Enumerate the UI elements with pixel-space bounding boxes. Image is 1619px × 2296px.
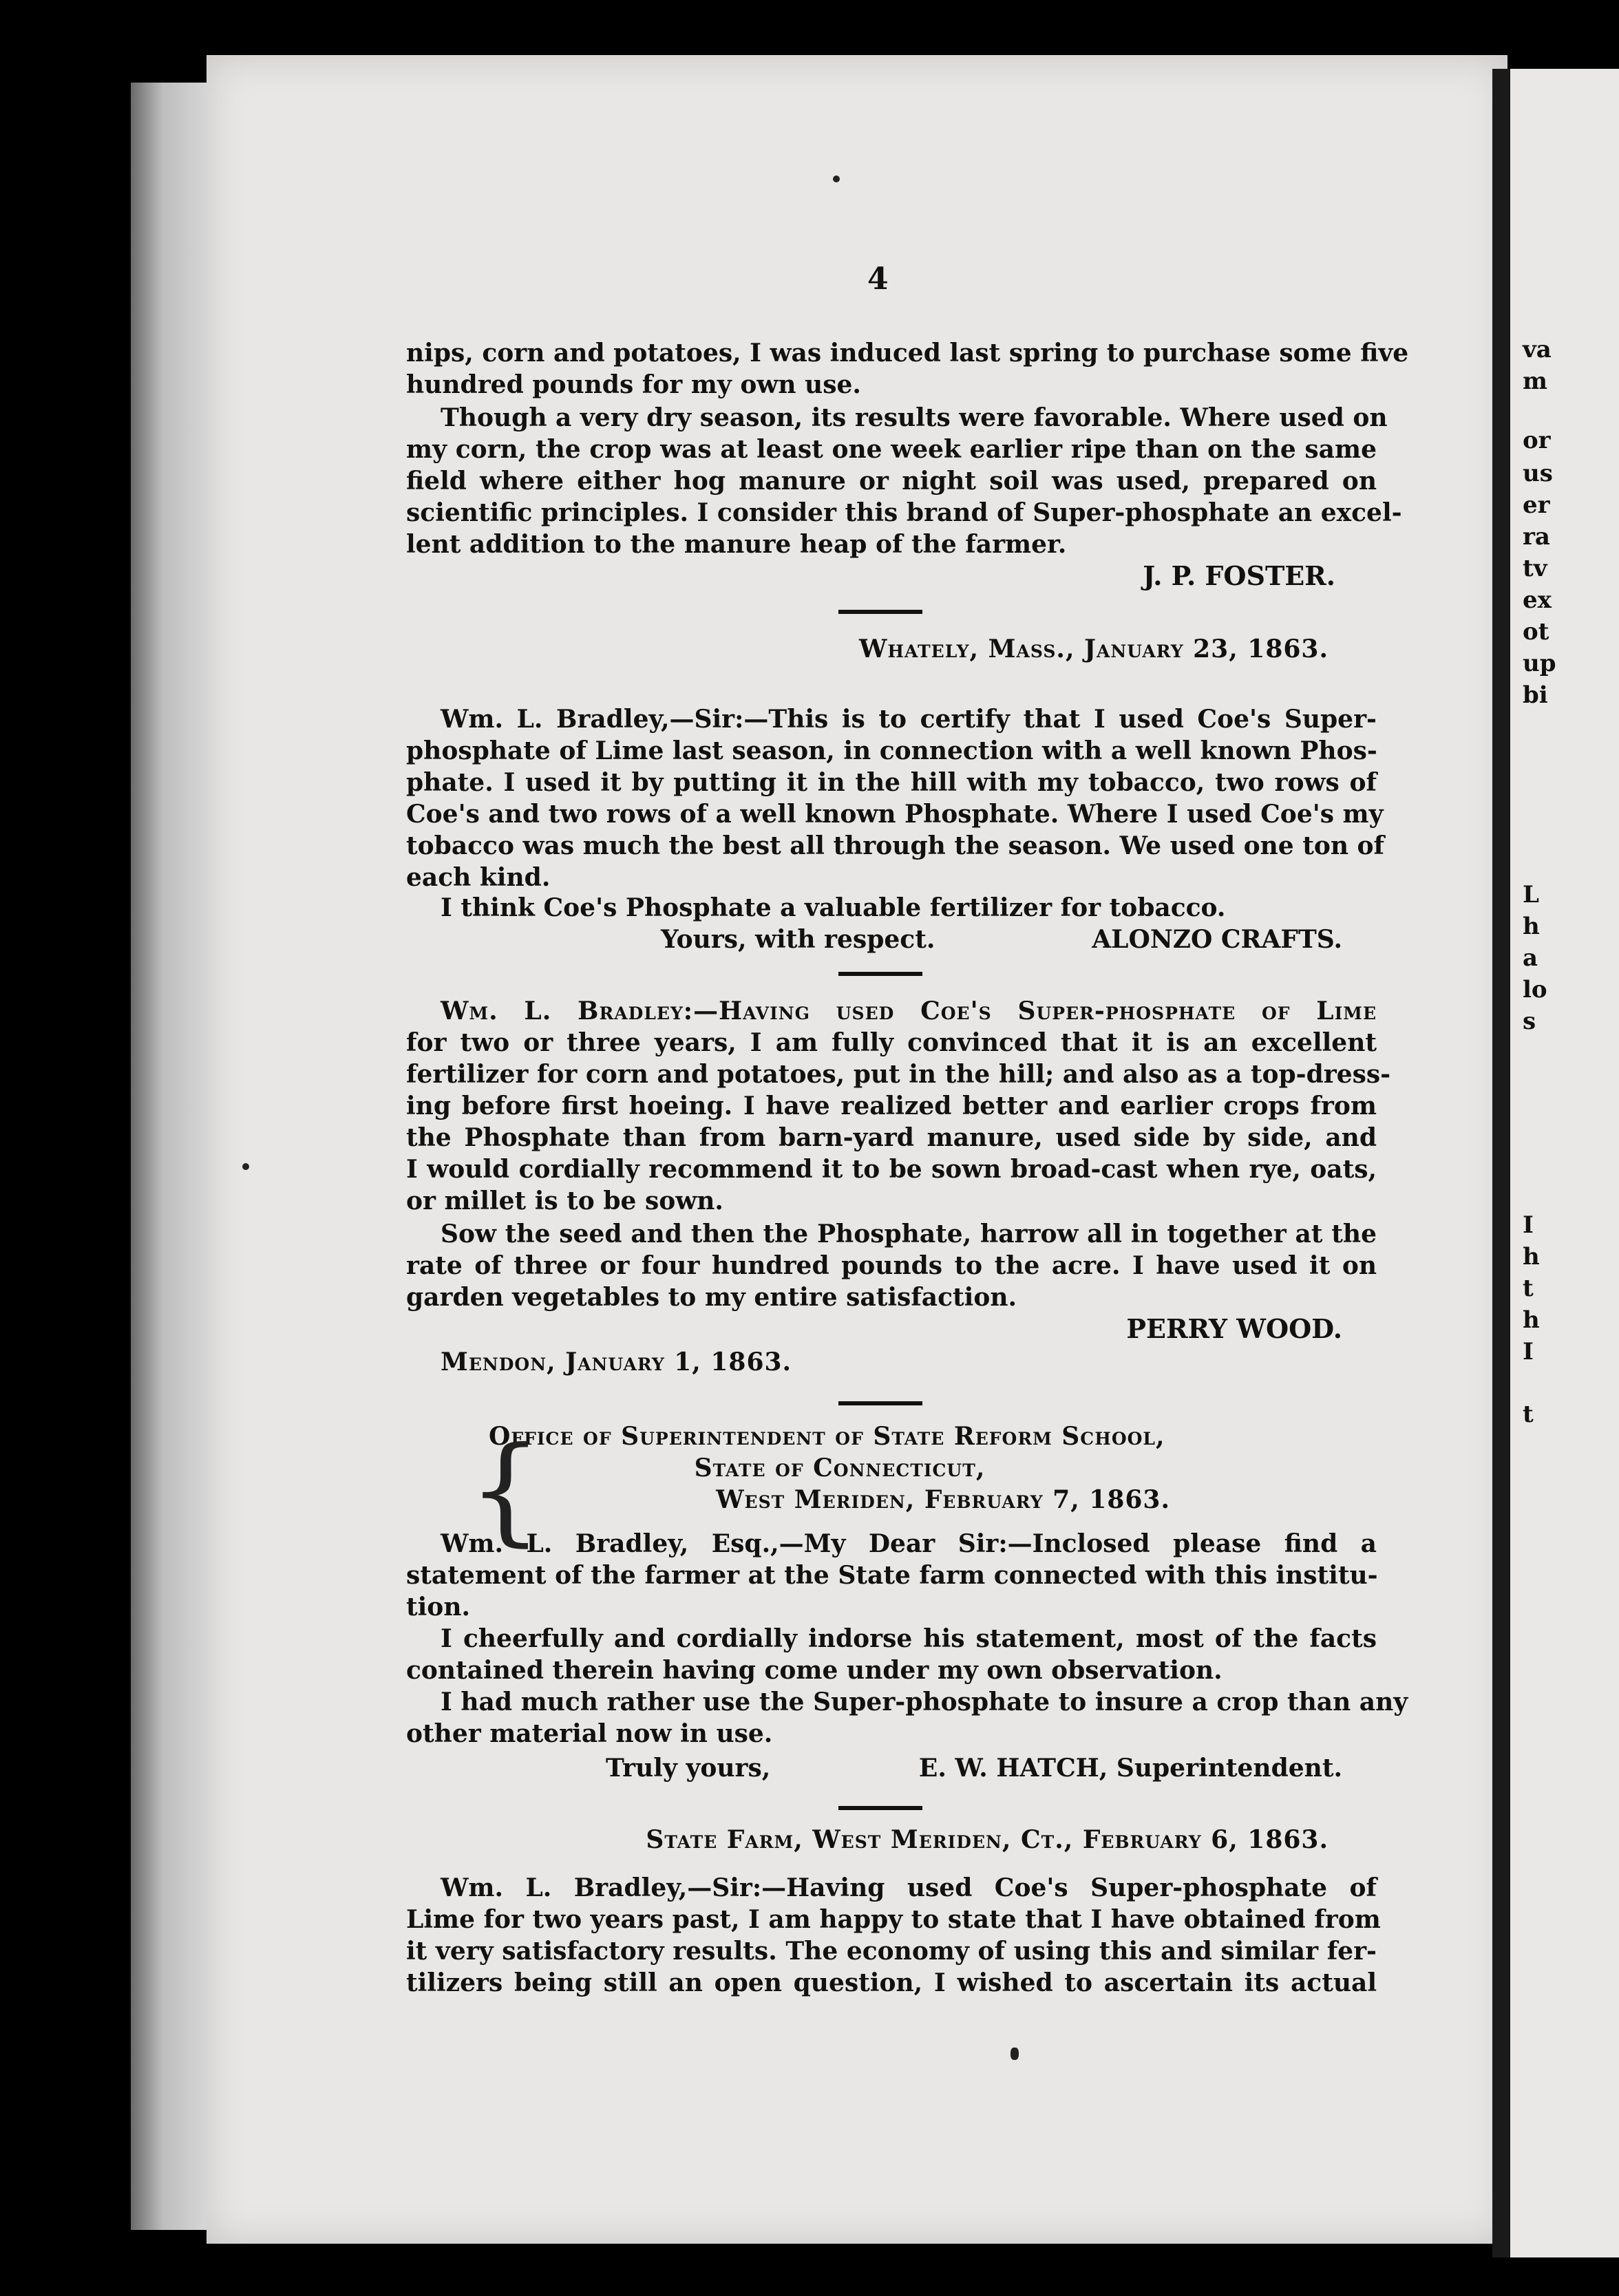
next-page-fragment: us <box>1523 460 1553 487</box>
next-page-fragment: ot <box>1523 618 1549 646</box>
text-line: or millet is to be sown. <box>406 1187 723 1215</box>
text-line: it very satisfactory results. The economy of using this and similar fer- <box>406 1937 1377 1966</box>
next-page-fragment: up <box>1523 650 1556 677</box>
text-line: phosphate of Lime last season, in connection with a well known Phos- <box>406 736 1377 765</box>
text-line: ing before first hoeing. I have realized better and earlier crops from <box>406 1092 1377 1120</box>
page-gutter <box>1492 69 1510 2257</box>
text-line: my corn, the crop was at least one week earlier ripe than on the same <box>406 435 1377 464</box>
text-line: I think Coe's Phosphate a valuable fertilizer for tobacco. <box>441 893 1226 922</box>
next-page-edge <box>1510 69 1619 2257</box>
next-page-fragment: s <box>1523 1008 1536 1035</box>
next-page-fragment: ra <box>1523 523 1550 551</box>
text-line: each kind. <box>406 863 551 892</box>
next-page-fragment: ex <box>1523 586 1552 614</box>
text-line: tobacco was much the best all through the season. We used one ton of <box>406 831 1385 860</box>
page-number: 4 <box>867 262 889 297</box>
next-page-fragment: va <box>1523 336 1552 363</box>
text-line: field where either hog manure or night soil was used, prepared on <box>406 467 1377 496</box>
dateline: Mendon, January 1, 1863. <box>441 1348 792 1376</box>
dateline: Whately, Mass., January 23, 1863. <box>858 635 1329 663</box>
text-line: Truly yours, <box>606 1754 771 1783</box>
letterhead-line: Office of Superintendent of State Reform School, <box>489 1422 1165 1451</box>
text-line: I had much rather use the Super-phosphate to insure a crop than any <box>441 1688 1408 1716</box>
section-rule <box>838 610 922 614</box>
next-page-fragment: t <box>1523 1401 1534 1428</box>
text-line: I would cordially recommend it to be sown broad-cast when rye, oats, <box>406 1155 1377 1184</box>
section-rule <box>838 1401 922 1405</box>
ink-speck <box>1010 2048 1019 2060</box>
next-page-fragment: h <box>1523 1306 1540 1334</box>
text-line: scientific principles. I consider this brand of Super-phosphate an excel- <box>406 498 1402 527</box>
text-line: Yours, with respect. <box>661 925 935 954</box>
next-page-fragment: a <box>1523 944 1538 972</box>
text-line: Wm. L. Bradley,—Sir:—This is to certify that I used Coe's Super- <box>441 705 1377 734</box>
text-line: Coe's and two rows of a well known Phosphate. Where I used Coe's my <box>406 800 1384 829</box>
dateline: State Farm, West Meriden, Ct., February 6, 1863. <box>646 1825 1329 1854</box>
next-page-fragment: h <box>1523 1243 1540 1271</box>
next-page-fragment: L <box>1523 881 1539 908</box>
text-line: rate of three or four hundred pounds to the acre. I have used it on <box>406 1251 1377 1280</box>
signature-line: ALONZO CRAFTS. <box>1092 925 1342 954</box>
text-line: Wm. L. Bradley, Esq.,—My Dear Sir:—Inclosed please find a <box>441 1529 1377 1558</box>
text-line: lent addition to the manure heap of the farmer. <box>406 530 1067 559</box>
text-line: garden vegetables to my entire satisfaction. <box>406 1283 1017 1312</box>
letterhead-line: State of Connecticut, <box>694 1454 986 1482</box>
text-line: for two or three years, I am fully convinced that it is an excellent <box>406 1028 1377 1057</box>
text-line: the Phosphate than from barn-yard manure, used side by side, and <box>406 1123 1377 1152</box>
text-line: fertilizer for corn and potatoes, put in the hill; and also as a top-dress- <box>406 1060 1391 1089</box>
signature-line: PERRY WOOD. <box>1126 1313 1342 1344</box>
section-rule <box>838 1806 922 1810</box>
text-line: phate. I used it by putting it in the hill with my tobacco, two rows of <box>406 768 1377 797</box>
next-page-fragment: lo <box>1523 976 1547 1003</box>
dateline: West Meriden, February 7, 1863. <box>716 1485 1170 1514</box>
next-page-fragment: m <box>1523 368 1547 395</box>
ink-speck <box>833 176 840 182</box>
next-page-fragment: or <box>1523 427 1551 454</box>
text-line: Lime for two years past, I am happy to state that I have obtained from <box>406 1905 1381 1934</box>
text-line: Wm. L. Bradley,—Sir:—Having used Coe's Super-phosphate of <box>441 1873 1377 1902</box>
signature-line: E. W. HATCH, Superintendent. <box>918 1754 1342 1783</box>
text-line: Wm. L. Bradley:—Having used Coe's Super-phosphate of Lime <box>441 997 1377 1025</box>
text-line: Sow the seed and then the Phosphate, harrow all in together at the <box>441 1220 1377 1248</box>
ink-speck <box>242 1163 249 1170</box>
page-left-edge <box>131 83 210 2230</box>
next-page-fragment: I <box>1523 1338 1534 1365</box>
text-line: tion. <box>406 1593 471 1622</box>
text-line: Though a very dry season, its results were favorable. Where used on <box>441 403 1388 432</box>
next-page-fragment: bi <box>1523 681 1548 709</box>
text-line: tilizers being still an open question, I wished to ascertain its actual <box>406 1968 1377 1997</box>
text-line: hundred pounds for my own use. <box>406 370 861 399</box>
text-line: nips, corn and potatoes, I was induced last spring to purchase some five <box>406 339 1409 368</box>
signature-line: J. P. FOSTER. <box>1143 560 1335 591</box>
text-line: I cheerfully and cordially indorse his statement, most of the facts <box>441 1624 1377 1653</box>
next-page-fragment: er <box>1523 491 1550 519</box>
text-line: other material now in use. <box>406 1719 773 1748</box>
next-page-fragment: tv <box>1523 555 1547 582</box>
section-rule <box>838 972 922 976</box>
next-page-fragment: h <box>1523 913 1540 940</box>
text-line: statement of the farmer at the State farm connected with this institu- <box>406 1561 1378 1590</box>
next-page-fragment: t <box>1523 1275 1534 1302</box>
letterhead-brace: { <box>468 1422 543 1558</box>
text-line: contained therein having come under my own observation. <box>406 1656 1223 1685</box>
next-page-fragment: I <box>1523 1211 1534 1239</box>
